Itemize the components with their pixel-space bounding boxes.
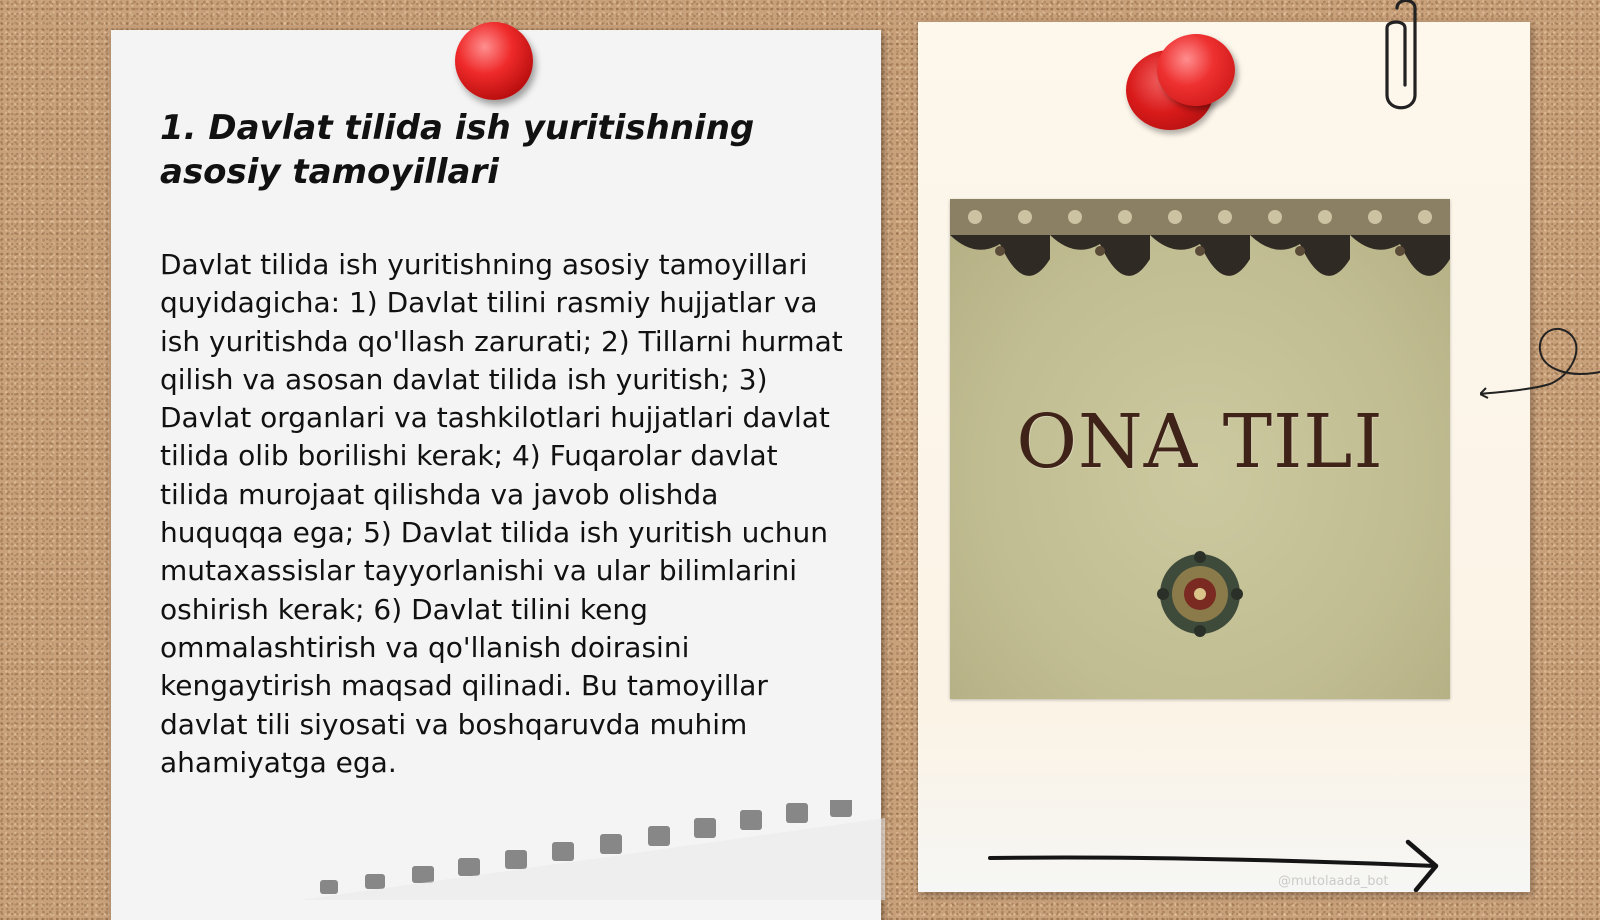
note-body: Davlat tilida ish yuritishning asosiy tamoyillari quyidagicha: 1) Davlat tilini rasmiy hujjatlar va ish yuritishda qo'llash zarurati; 2) Tillarni hurmat qilish va asosan davlat tilida ish yuritish; 3) Davlat organlari va tashkilotlari hujjatlari davlat tilida olib borilishi kerak; 4) Fuqarolar davlat tilida murojaat qilishda va javob olishda huquqqa ega; 5) Davlat tilida ish yuritish uchun mutaxassislar tayyorlanishi va ular bilimlarini oshirish kerak; 6) Davlat tilini keng ommalashtirish va qo'llanish doirasini kengaytirish maqsad qilinadi. Bu tamoyillar davlat tili siyosati va boshqaruvda muhim ahamiyatga ega. — [160, 248, 843, 779]
watermark: @mutolaada_bot — [1278, 874, 1389, 889]
ornament-border — [950, 199, 1450, 304]
torn-paper-edge — [300, 800, 885, 900]
book-title: ONA TILI — [1016, 399, 1384, 485]
paperclip-icon — [1375, 0, 1425, 125]
push-pin-icon — [455, 22, 533, 100]
note-title: 1. Davlat tilida ish yuritishning asosiy tamoyillari — [160, 108, 755, 192]
swirl-doodle-icon — [1480, 310, 1600, 410]
medallion-ornament — [1155, 549, 1245, 639]
push-pin-icon — [1157, 34, 1235, 106]
book-cover-image — [950, 199, 1450, 699]
